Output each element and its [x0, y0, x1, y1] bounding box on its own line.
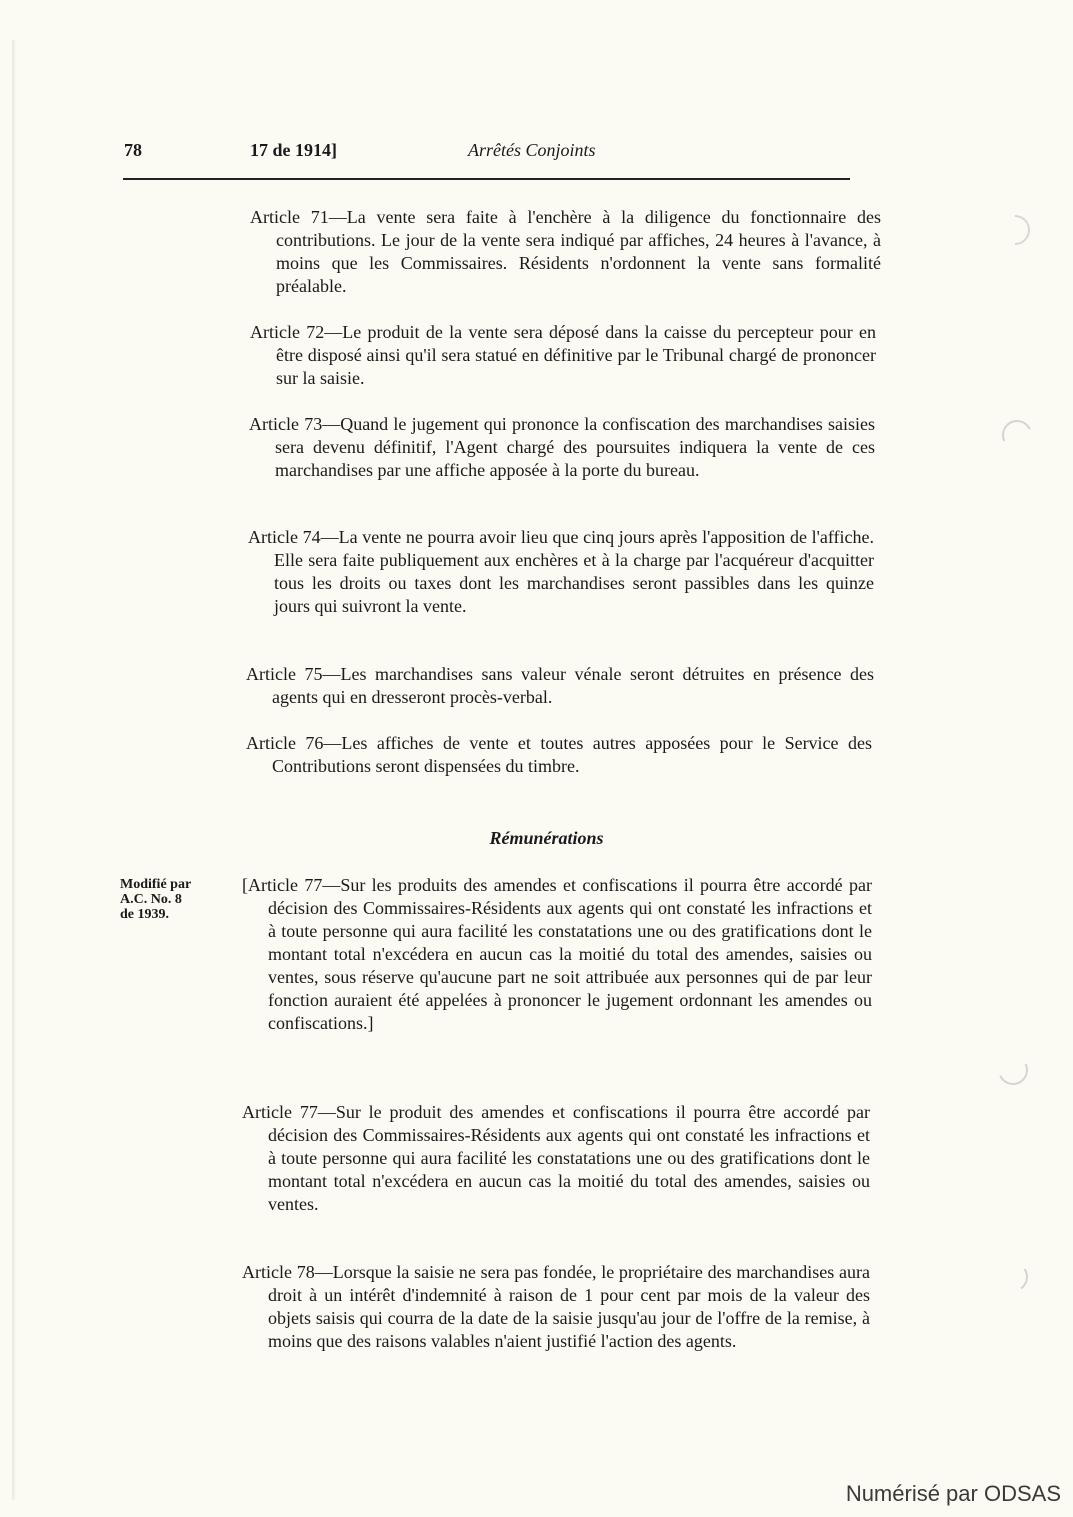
header-rule [123, 178, 850, 180]
article-77-amended: [Article 77—Sur les produits des amendes et confiscations il pourra être accordé par décision des Commissaires-Résidents aux agents qui ont constaté les infractions et à toute personne qui aura facilité les constatations une ou des gratifications dont le montant total n'excédera en aucun cas la moitié du total des amendes, saisies ou ventes, sous réserve qu'aucune part ne soit attribuée aux personnes qui de par leur fonction auraient été appelées à prononcer le jugement ordonnant les amendes ou confiscations.] [242, 875, 872, 1033]
article-76: Article 76—Les affiches de vente et toutes autres apposées pour le Service des Contributions seront dispensées du timbre. [246, 733, 872, 776]
binder-hole-mark [996, 1260, 1031, 1295]
margin-note-amendment: Modifié par A.C. No. 8 de 1939. [120, 877, 192, 922]
page-header [0, 140, 1073, 164]
digitization-watermark: Numérisé par ODSAS [845, 1481, 1061, 1506]
page-number: 78 [124, 140, 142, 160]
article-71: Article 71—La vente sera faite à l'enchère à la diligence du fonctionnaire des contributions. Le jour de la vente sera indiqué par affiches, 24 heures à l'avance, à moins que les Commissaires. Résidents n'ordonnent la vente sans formalité préalable. [250, 207, 881, 296]
binder-hole-mark [998, 416, 1036, 454]
article-72: Article 72—Le produit de la vente sera déposé dans la caisse du percepteur pour en être disposé ainsi qu'il sera statué en définitive par le Tribunal chargé de prononcer sur la saisie. [250, 322, 876, 388]
article-78: Article 78—Lorsque la saisie ne sera pas fondée, le propriétaire des marchandises aura droit à un intérêt d'indemnité à raison de 1 pour cent par mois de la valeur des objets saisis qui courra de la date de la saisie jusqu'au jour de l'offre de la remise, à moins que des raisons valables n'aient justifié l'action des agents. [242, 1262, 870, 1351]
year-reference: 17 de 1914] [250, 140, 337, 160]
page-edge-shadow [12, 40, 16, 1500]
article-74: Article 74—La vente ne pourra avoir lieu que cinq jours après l'apposition de l'affiche. Elle sera faite publiquement aux enchères et à la charge par l'acquéreur d'acquitter tous les droits ou taxes dont les marchandises seront passibles dans les quinze jours qui suivront la vente. [248, 527, 874, 616]
article-73: Article 73—Quand le jugement qui prononce la confiscation des marchandises saisies sera devenu définitif, l'Agent chargé des poursuites indiquera la vente de ces marchandises par une affiche apposée à la porte du bureau. [249, 414, 875, 480]
binder-hole-mark [994, 1051, 1032, 1089]
section-heading-remunerations: Rémunérations [489, 828, 604, 848]
running-title: Arrêtés Conjoints [468, 140, 596, 160]
article-75: Article 75—Les marchandises sans valeur vénale seront détruites en présence des agents qui en dresseront procès-verbal. [246, 664, 874, 707]
binder-hole-mark [994, 209, 1036, 251]
article-77: Article 77—Sur le produit des amendes et confiscations il pourra être accordé par décision des Commissaires-Résidents aux agents qui ont constaté les infractions et à toute personne qui aura facilité les constatations une ou des gratifications dont le montant total n'excédera en aucun cas la moitié du total des amendes, saisies ou ventes. [242, 1102, 870, 1214]
